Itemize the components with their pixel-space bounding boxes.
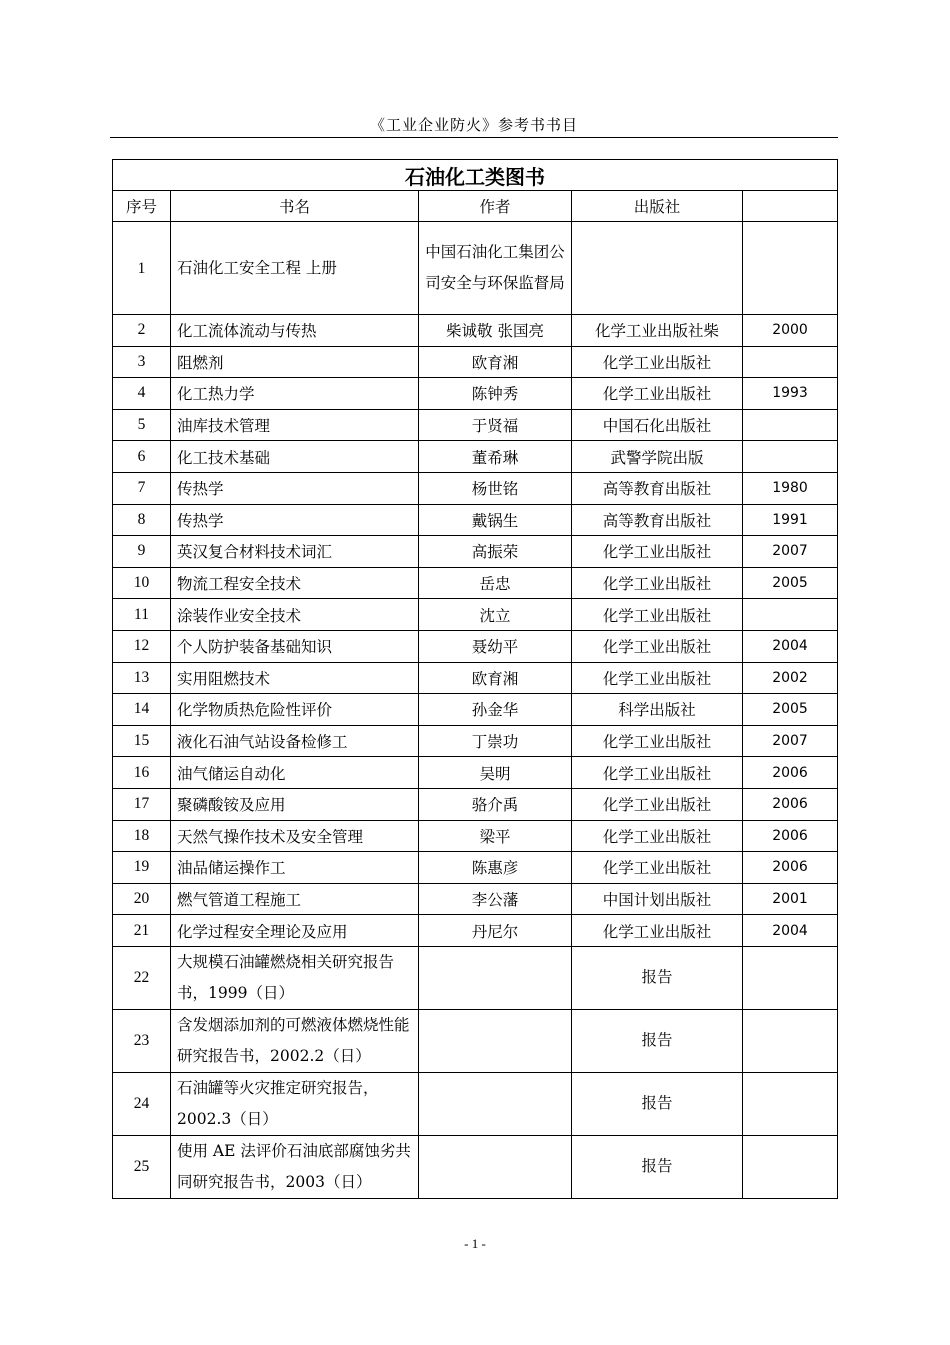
book-title: 个人防护装备基础知识 bbox=[171, 630, 419, 662]
row-number: 21 bbox=[113, 915, 171, 947]
book-year: 2006 bbox=[743, 788, 838, 820]
book-year: 2005 bbox=[743, 567, 838, 599]
book-title: 大规模石油罐燃烧相关研究报告书，1999（日） bbox=[171, 946, 419, 1009]
table-row bbox=[113, 694, 838, 726]
book-year bbox=[743, 599, 838, 631]
book-title: 化学物质热危险性评价 bbox=[171, 694, 419, 726]
table-row bbox=[113, 567, 838, 599]
table-row bbox=[113, 315, 838, 347]
row-number: 10 bbox=[113, 567, 171, 599]
row-number: 15 bbox=[113, 725, 171, 757]
table-row bbox=[113, 757, 838, 789]
row-number: 8 bbox=[113, 504, 171, 536]
book-publisher: 科学出版社 bbox=[572, 694, 743, 726]
book-year: 2002 bbox=[743, 662, 838, 694]
book-title: 聚磷酸铵及应用 bbox=[171, 788, 419, 820]
book-year bbox=[743, 222, 838, 315]
book-publisher: 化学工业出版社 bbox=[572, 757, 743, 789]
table-caption-row bbox=[113, 160, 838, 191]
row-number: 3 bbox=[113, 346, 171, 378]
book-author: 李公藩 bbox=[419, 883, 572, 915]
table-row bbox=[113, 599, 838, 631]
book-title: 燃气管道工程施工 bbox=[171, 883, 419, 915]
book-publisher: 武警学院出版 bbox=[572, 441, 743, 473]
table-header-row bbox=[113, 191, 838, 222]
column-header-year bbox=[743, 191, 838, 222]
book-title: 油气储运自动化 bbox=[171, 757, 419, 789]
book-year bbox=[743, 1072, 838, 1135]
book-title: 阻燃剂 bbox=[171, 346, 419, 378]
table-row bbox=[113, 1135, 838, 1198]
book-year bbox=[743, 441, 838, 473]
table-row bbox=[113, 725, 838, 757]
book-year: 1980 bbox=[743, 472, 838, 504]
book-publisher: 报告 bbox=[572, 946, 743, 1009]
book-year: 1993 bbox=[743, 378, 838, 410]
book-publisher: 化学工业出版社 bbox=[572, 852, 743, 884]
book-author: 聂幼平 bbox=[419, 630, 572, 662]
book-title: 油库技术管理 bbox=[171, 409, 419, 441]
row-number: 17 bbox=[113, 788, 171, 820]
book-publisher bbox=[572, 222, 743, 315]
book-publisher: 化学工业出版社 bbox=[572, 915, 743, 947]
book-publisher: 化学工业出版社 bbox=[572, 567, 743, 599]
row-number: 19 bbox=[113, 852, 171, 884]
book-year bbox=[743, 409, 838, 441]
book-year: 2006 bbox=[743, 852, 838, 884]
page-number: - 1 - bbox=[464, 1236, 486, 1251]
book-title: 化工热力学 bbox=[171, 378, 419, 410]
table-caption: 石油化工类图书 bbox=[113, 160, 838, 191]
book-author bbox=[419, 1072, 572, 1135]
book-publisher: 高等教育出版社 bbox=[572, 504, 743, 536]
book-author bbox=[419, 946, 572, 1009]
book-title: 石油罐等火灾推定研究报告，2002.3（日） bbox=[171, 1072, 419, 1135]
row-number: 7 bbox=[113, 472, 171, 504]
row-number: 13 bbox=[113, 662, 171, 694]
column-header-publisher: 出版社 bbox=[572, 191, 743, 222]
book-publisher: 高等教育出版社 bbox=[572, 472, 743, 504]
book-title: 涂装作业安全技术 bbox=[171, 599, 419, 631]
table-row bbox=[113, 883, 838, 915]
row-number: 18 bbox=[113, 820, 171, 852]
row-number: 6 bbox=[113, 441, 171, 473]
book-author: 骆介禹 bbox=[419, 788, 572, 820]
book-author: 陈惠彦 bbox=[419, 852, 572, 884]
book-year: 2000 bbox=[743, 315, 838, 347]
book-title: 物流工程安全技术 bbox=[171, 567, 419, 599]
table-row bbox=[113, 222, 838, 315]
row-number: 25 bbox=[113, 1135, 171, 1198]
book-publisher: 化学工业出版社 bbox=[572, 599, 743, 631]
book-author: 欧育湘 bbox=[419, 662, 572, 694]
book-publisher: 中国石化出版社 bbox=[572, 409, 743, 441]
book-author: 岳忠 bbox=[419, 567, 572, 599]
table-row bbox=[113, 820, 838, 852]
book-title: 液化石油气站设备检修工 bbox=[171, 725, 419, 757]
book-author bbox=[419, 1009, 572, 1072]
book-title: 实用阻燃技术 bbox=[171, 662, 419, 694]
book-publisher: 化学工业出版社 bbox=[572, 346, 743, 378]
table-row bbox=[113, 472, 838, 504]
header-rule bbox=[110, 137, 838, 138]
book-author: 梁平 bbox=[419, 820, 572, 852]
book-year: 2005 bbox=[743, 694, 838, 726]
row-number: 22 bbox=[113, 946, 171, 1009]
book-title: 传热学 bbox=[171, 504, 419, 536]
column-header-title: 书名 bbox=[171, 191, 419, 222]
table-row bbox=[113, 662, 838, 694]
book-publisher: 报告 bbox=[572, 1072, 743, 1135]
book-title: 化学过程安全理论及应用 bbox=[171, 915, 419, 947]
book-author: 吴明 bbox=[419, 757, 572, 789]
book-publisher: 化学工业出版社 bbox=[572, 536, 743, 568]
book-title: 含发烟添加剂的可燃液体燃烧性能研究报告书，2002.2（日） bbox=[171, 1009, 419, 1072]
row-number: 12 bbox=[113, 630, 171, 662]
table-row bbox=[113, 441, 838, 473]
book-publisher: 化学工业出版社 bbox=[572, 788, 743, 820]
row-number: 23 bbox=[113, 1009, 171, 1072]
book-author: 于贤福 bbox=[419, 409, 572, 441]
book-author: 丹尼尔 bbox=[419, 915, 572, 947]
book-author: 沈立 bbox=[419, 599, 572, 631]
book-publisher: 化学工业出版社 bbox=[572, 820, 743, 852]
book-year bbox=[743, 946, 838, 1009]
book-year: 1991 bbox=[743, 504, 838, 536]
row-number: 9 bbox=[113, 536, 171, 568]
book-year: 2004 bbox=[743, 915, 838, 947]
row-number: 14 bbox=[113, 694, 171, 726]
row-number: 24 bbox=[113, 1072, 171, 1135]
book-publisher: 化学工业出版社 bbox=[572, 630, 743, 662]
book-title: 传热学 bbox=[171, 472, 419, 504]
book-year: 2006 bbox=[743, 820, 838, 852]
book-year: 2001 bbox=[743, 883, 838, 915]
book-author: 丁崇功 bbox=[419, 725, 572, 757]
book-title: 英汉复合材料技术词汇 bbox=[171, 536, 419, 568]
book-title: 天然气操作技术及安全管理 bbox=[171, 820, 419, 852]
book-title: 化工技术基础 bbox=[171, 441, 419, 473]
book-title: 油品储运操作工 bbox=[171, 852, 419, 884]
table-row bbox=[113, 946, 838, 1009]
book-list-table bbox=[112, 159, 838, 1199]
book-year: 2007 bbox=[743, 725, 838, 757]
row-number: 5 bbox=[113, 409, 171, 441]
book-publisher: 化学工业出版社 bbox=[572, 725, 743, 757]
book-author: 柴诚敬 张国亮 bbox=[419, 315, 572, 347]
book-publisher: 化学工业出版社 bbox=[572, 662, 743, 694]
book-year bbox=[743, 1135, 838, 1198]
table-row bbox=[113, 915, 838, 947]
book-title: 使用 AE 法评价石油底部腐蚀劣共同研究报告书，2003（日） bbox=[171, 1135, 419, 1198]
book-author bbox=[419, 1135, 572, 1198]
book-year: 2007 bbox=[743, 536, 838, 568]
book-publisher: 报告 bbox=[572, 1009, 743, 1072]
book-year: 2004 bbox=[743, 630, 838, 662]
row-number: 1 bbox=[113, 222, 171, 315]
book-author: 董希琳 bbox=[419, 441, 572, 473]
book-author: 欧育湘 bbox=[419, 346, 572, 378]
book-author: 高振荣 bbox=[419, 536, 572, 568]
column-header-author: 作者 bbox=[419, 191, 572, 222]
table-row bbox=[113, 788, 838, 820]
book-title: 石油化工安全工程 上册 bbox=[171, 222, 419, 315]
table-row bbox=[113, 504, 838, 536]
book-publisher: 报告 bbox=[572, 1135, 743, 1198]
row-number: 16 bbox=[113, 757, 171, 789]
table-row bbox=[113, 852, 838, 884]
row-number: 2 bbox=[113, 315, 171, 347]
book-year bbox=[743, 346, 838, 378]
row-number: 20 bbox=[113, 883, 171, 915]
row-number: 4 bbox=[113, 378, 171, 410]
table-row bbox=[113, 346, 838, 378]
table-row bbox=[113, 630, 838, 662]
book-author: 陈钟秀 bbox=[419, 378, 572, 410]
book-publisher: 化学工业出版社柴 bbox=[572, 315, 743, 347]
book-year bbox=[743, 1009, 838, 1072]
book-publisher: 中国计划出版社 bbox=[572, 883, 743, 915]
book-author: 杨世铭 bbox=[419, 472, 572, 504]
book-title: 化工流体流动与传热 bbox=[171, 315, 419, 347]
row-number: 11 bbox=[113, 599, 171, 631]
table-row bbox=[113, 536, 838, 568]
page-header-title: 《工业企业防火》参考书书目 bbox=[369, 116, 578, 134]
book-author: 戴锅生 bbox=[419, 504, 572, 536]
book-year: 2006 bbox=[743, 757, 838, 789]
table-row bbox=[113, 409, 838, 441]
column-header-number: 序号 bbox=[113, 191, 171, 222]
book-publisher: 化学工业出版社 bbox=[572, 378, 743, 410]
table-row bbox=[113, 1072, 838, 1135]
book-author: 中国石油化工集团公司安全与环保监督局 bbox=[419, 222, 572, 315]
table-row bbox=[113, 378, 838, 410]
table-row bbox=[113, 1009, 838, 1072]
book-author: 孙金华 bbox=[419, 694, 572, 726]
